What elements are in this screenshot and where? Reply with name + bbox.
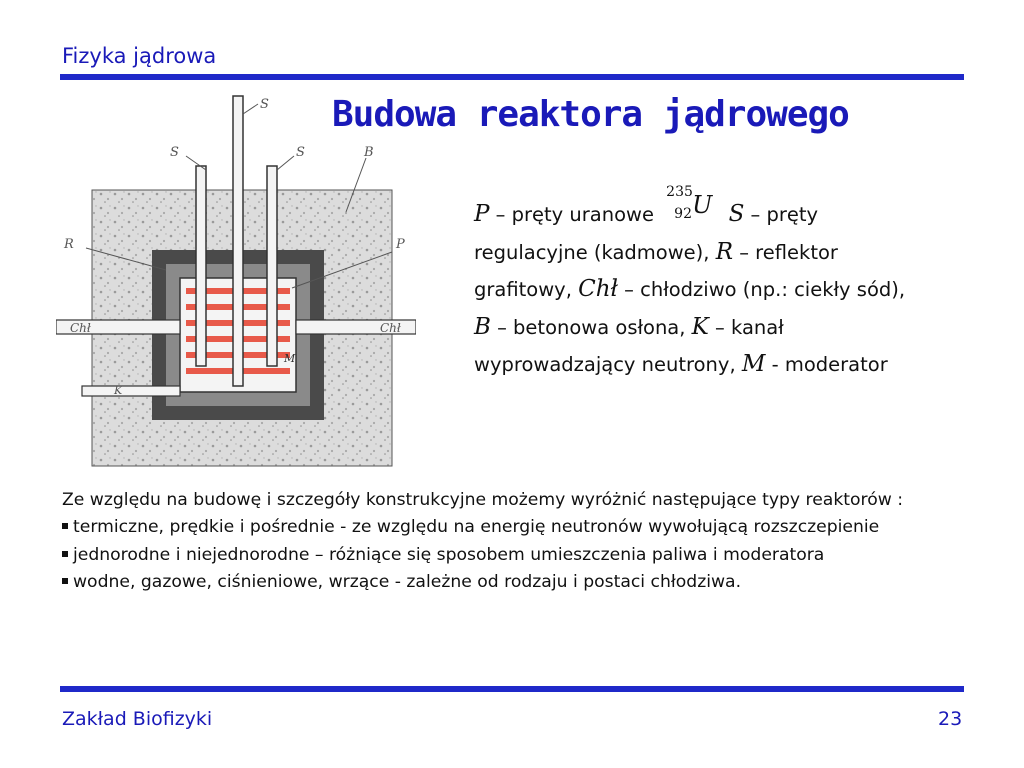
legend-text-b: – betonowa osłona, <box>490 315 692 339</box>
bullet-text: termiczne, prędkie i pośrednie - ze względu na energię neutronów wywołującą rozszczepienie <box>73 517 880 538</box>
label-s-top: S <box>260 97 269 112</box>
legend-symbol-b: B <box>474 313 491 340</box>
top-divider <box>60 74 964 80</box>
legend-text-chl: – chłodziwo (np.: ciekły sód), <box>617 278 906 301</box>
label-m: M <box>284 352 296 365</box>
legend-text-m: - moderator <box>765 353 888 376</box>
uranium-nuclide <box>660 184 716 222</box>
reactor-diagram <box>56 92 416 470</box>
control-rod-left <box>196 166 206 366</box>
legend-symbol-r: R <box>715 238 734 265</box>
control-rod-center <box>233 96 243 386</box>
list-item <box>62 514 968 541</box>
neutron-channel <box>82 386 180 396</box>
nuclide-mass-number: 235 <box>666 184 693 200</box>
control-rod-right <box>267 166 277 366</box>
label-p: P <box>396 237 405 252</box>
label-k: K <box>114 384 123 397</box>
list-item <box>62 569 968 596</box>
body-intro: Ze względu na budowę i szczegóły konstrukcyjne możemy wyróżnić następujące typy reaktorów : <box>62 490 904 510</box>
bullet-text: wodne, gazowe, ciśnieniowe, wrzące - zależne od rodzaju i postaci chłodziwa. <box>73 572 742 593</box>
label-r: R <box>64 237 74 252</box>
legend-text <box>474 184 914 384</box>
legend-text-r: – reflektor grafitowy, <box>474 240 838 301</box>
legend-symbol-m: M <box>741 351 766 377</box>
legend-symbol-s: S <box>728 201 745 227</box>
nuclide-atomic-number: 92 <box>674 206 692 222</box>
list-item <box>62 542 968 569</box>
legend-text-p: – pręty uranowe <box>489 203 661 226</box>
legend-symbol-k: K <box>691 313 709 340</box>
bullet-icon <box>62 551 68 557</box>
nuclide-element: U <box>692 191 713 219</box>
label-chl-right: Chł <box>380 321 401 335</box>
legend-text-k: – kanał wyprowadzający neutrony, <box>474 315 784 376</box>
bullet-icon <box>62 578 68 584</box>
legend-symbol-chl: Chł <box>578 276 618 302</box>
label-chl-left: Chł <box>70 321 91 335</box>
label-b: B <box>364 145 374 160</box>
slide-title: Budowa reaktora jądrowego <box>332 94 849 135</box>
body-text <box>62 487 968 597</box>
legend-symbol-p: P <box>474 201 490 227</box>
label-s-right: S <box>296 145 305 160</box>
label-s-left: S <box>170 145 179 160</box>
header-title: Fizyka jądrowa <box>62 44 217 68</box>
bottom-divider <box>60 686 964 692</box>
bullet-icon <box>62 523 68 529</box>
page-number: 23 <box>938 708 963 730</box>
footer-department: Zakład Biofizyki <box>62 708 213 730</box>
legend-text-s: – pręty regulacyjne (kadmowe), <box>474 203 819 264</box>
bullet-text: jednorodne i niejednorodne – różniące się sposobem umieszczenia paliwa i moderatora <box>73 544 825 565</box>
